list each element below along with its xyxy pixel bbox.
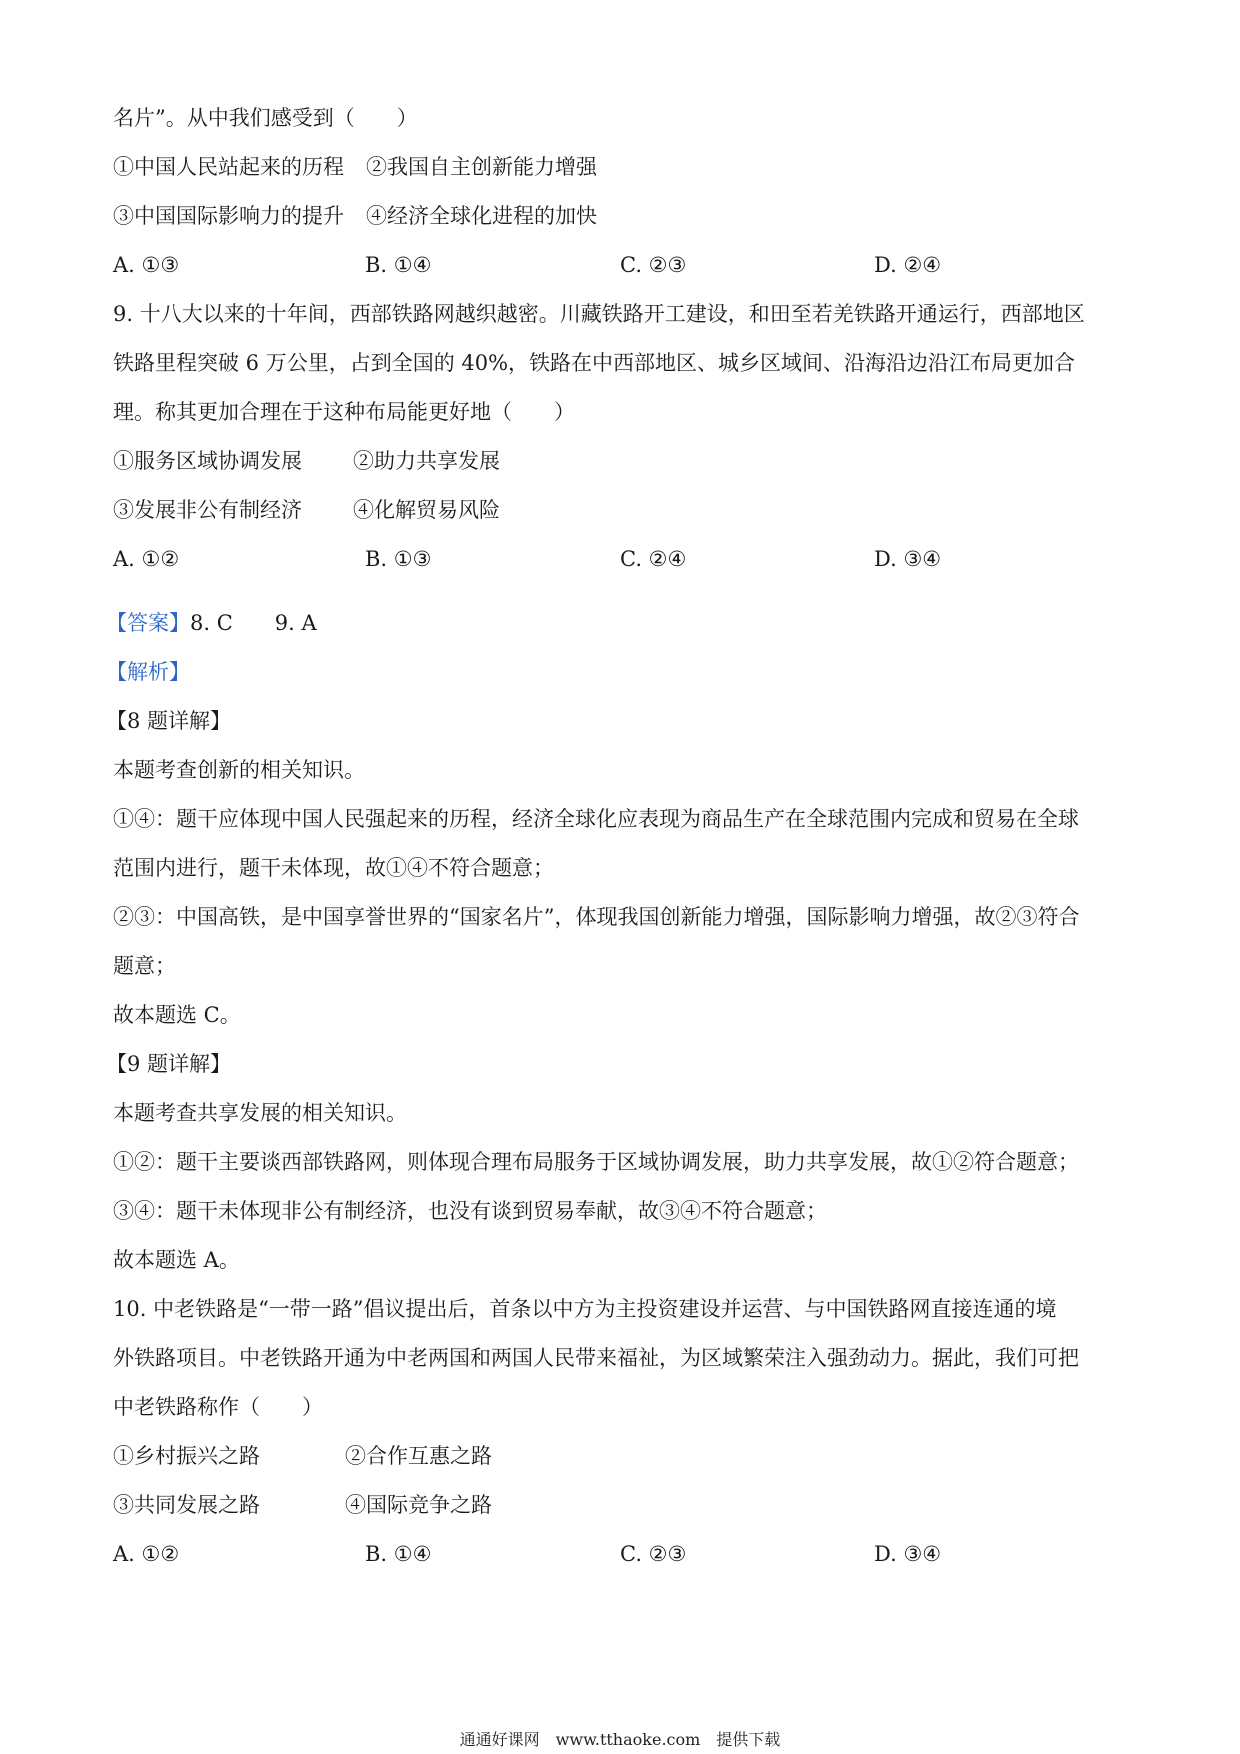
q9-item-4: ④化解贸易风险 [353, 498, 500, 522]
q9-stem-line-2: 铁路里程突破 6 万公里，占到全国的 40%，铁路在中西部地区、城乡区域间、沿海沿边沿江布局更加合 [113, 351, 1076, 375]
q9-items-row-2 [113, 495, 500, 525]
q8-stem-tail: 名片”。从中我们感受到（ ） [113, 106, 418, 130]
q9-detail-title: 【9 题详解】 [106, 1052, 232, 1076]
q10-stem-line-3: 中老铁路称作（ ） [113, 1395, 323, 1419]
q9-item-2: ②助力共享发展 [353, 449, 500, 473]
q8-option-d: D. ②④ [874, 253, 942, 277]
q10-item-2: ②合作互惠之路 [345, 1444, 492, 1468]
q9-option-d: D. ③④ [874, 547, 942, 571]
q8-detail-line-6: 故本题选 C。 [113, 1003, 241, 1027]
q9-detail-line-4: 故本题选 A。 [113, 1248, 240, 1272]
q10-item-3: ③共同发展之路 [113, 1493, 260, 1517]
q8-option-a: A. ①③ [113, 253, 180, 277]
q10-stem-line-2: 外铁路项目。中老铁路开通为中老两国和两国人民带来福祉，为区域繁荣注入强劲动力。据此，我们可把 [113, 1346, 1079, 1370]
answer-value: 8. C 9. A [190, 611, 317, 635]
q8-option-b: B. ①④ [365, 253, 432, 277]
q9-detail-line-2: ①②：题干主要谈西部铁路网，则体现合理布局服务于区域协调发展，助力共享发展，故①②符合题意； [113, 1150, 1079, 1174]
q8-items-row-2 [113, 201, 597, 231]
q9-detail-line-1: 本题考查共享发展的相关知识。 [113, 1101, 407, 1125]
answer-label: 【答案】 [106, 611, 190, 635]
answer-line [106, 608, 317, 638]
q9-items-row-1 [113, 446, 500, 476]
q8-item-4: ④经济全球化进程的加快 [366, 204, 597, 228]
q8-detail-line-5: 题意； [113, 954, 176, 978]
q9-item-3: ③发展非公有制经济 [113, 498, 302, 522]
q8-detail-line-3: 范围内进行，题干未体现，故①④不符合题意； [113, 856, 554, 880]
q8-detail-line-1: 本题考查创新的相关知识。 [113, 758, 365, 782]
q8-item-1: ①中国人民站起来的历程 [113, 155, 344, 179]
page-footer: 通通好课网 www.tthaoke.com 提供下载 [459, 1730, 781, 1749]
q8-detail-line-4: ②③：中国高铁，是中国享誉世界的“国家名片”，体现我国创新能力增强，国际影响力增强，故②③符合 [113, 905, 1080, 929]
q10-item-1: ①乡村振兴之路 [113, 1444, 260, 1468]
q8-option-c: C. ②③ [620, 253, 687, 277]
q10-option-d: D. ③④ [874, 1542, 942, 1566]
q9-option-a: A. ①② [113, 547, 180, 571]
q10-items-row-2 [113, 1490, 492, 1520]
q9-item-1: ①服务区域协调发展 [113, 449, 302, 473]
q10-items-row-1 [113, 1441, 492, 1471]
q8-item-2: ②我国自主创新能力增强 [366, 155, 597, 179]
q10-stem-line-1: 10. 中老铁路是“一带一路”倡议提出后，首条以中方为主投资建设并运营、与中国铁路网直接连通的境 [113, 1297, 1057, 1321]
q9-stem-line-1: 9. 十八大以来的十年间，西部铁路网越织越密。川藏铁路开工建设，和田至若羌铁路开通运行，西部地区 [113, 302, 1085, 326]
q10-option-a: A. ①② [113, 1542, 180, 1566]
q9-detail-line-3: ③④：题干未体现非公有制经济，也没有谈到贸易奉献，故③④不符合题意； [113, 1199, 827, 1223]
q9-option-c: C. ②④ [620, 547, 687, 571]
q8-item-3: ③中国国际影响力的提升 [113, 204, 344, 228]
q10-option-b: B. ①④ [365, 1542, 432, 1566]
q8-detail-line-2: ①④：题干应体现中国人民强起来的历程，经济全球化应表现为商品生产在全球范围内完成和贸易在全球 [113, 807, 1079, 831]
q8-detail-title: 【8 题详解】 [106, 709, 232, 733]
q9-option-b: B. ①③ [365, 547, 432, 571]
q8-items-row-1 [113, 152, 597, 182]
analysis-label: 【解析】 [106, 660, 190, 684]
q10-item-4: ④国际竞争之路 [345, 1493, 492, 1517]
q9-stem-line-3: 理。称其更加合理在于这种布局能更好地（ ） [113, 400, 575, 424]
q10-option-c: C. ②③ [620, 1542, 687, 1566]
